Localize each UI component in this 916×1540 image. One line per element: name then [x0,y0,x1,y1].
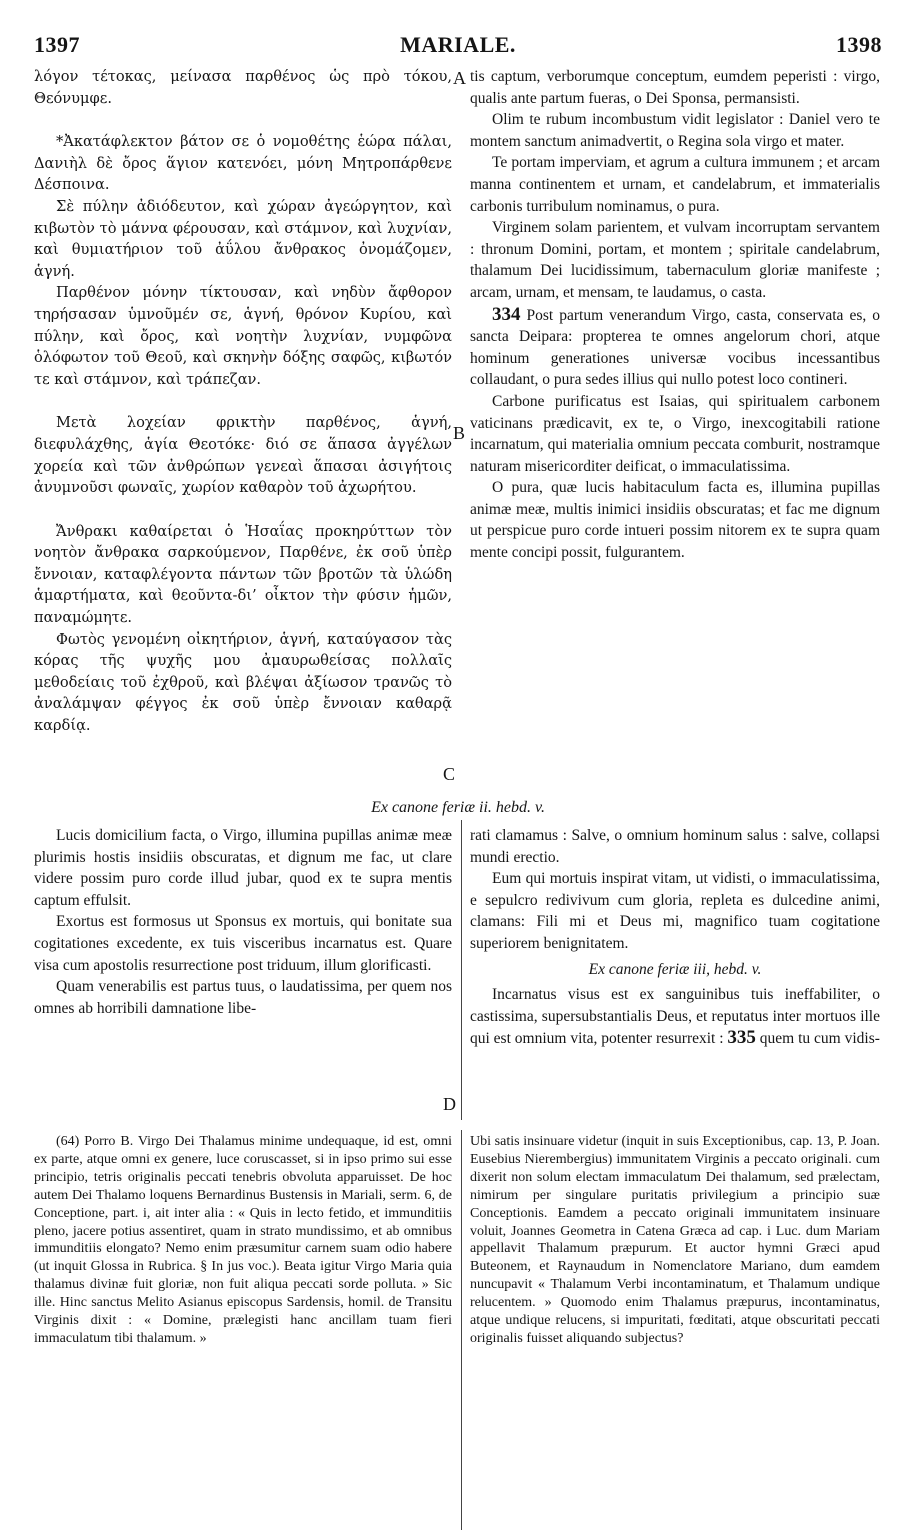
latin-paragraph: Quam venerabilis est partus tuus, o laudatissima, per quem nos omnes ab horribili damnatione libe- [34,978,452,1017]
latin-column-lower-right [470,825,880,1050]
running-title: MARIALE. [400,32,516,57]
section-heading: Ex canone feriæ iii, hebd. v. [588,960,762,978]
greek-paragraph: λόγον τέτοκας, μείνασα παρθένος ὡς πρὸ τόκου, Θεόνυμφε. [34,68,452,107]
latin-paragraph: Carbone purificatus est Isaias, qui spiritualem carbonem vaticinans prædicavit, ex te, o Virgo, inexcogitabili ratione incarnatum, qui materialia omnium peccata comburit, nostramque naturam misericorditer deificat, o immaculatissima. [470,392,880,475]
latin-column [470,66,880,564]
margin-marker-d: D [443,1094,456,1114]
latin-paragraph: Exortus est formosus ut Sponsus ex mortuis, qui bonitate sua cogitationes excedente, ex tuis visceribus incarnatus est. Quare visa cum apostolis resurrectione post triduum, illum glorificasti. [34,913,452,974]
margin-marker-a: A [453,68,466,88]
notes-divider [461,1130,462,1530]
column-divider [461,820,462,1120]
section-number: 334 [492,303,521,325]
margin-marker-b: B [453,423,466,443]
greek-paragraph: Μετὰ λοχείαν φρικτὴν παρθένος, ἁγνή, διεφυλάχθης, ἁγία Θεοτόκε· διό σε ἅπασα ἀγγέλων χορεία καὶ τῶν ἀνθρώπων γενεαὶ ἅπασαι ἀσιγήτοις ἀνυμνοῦσι φωναῖς, χωρίον καθαρὸν τοῦ ἀχωρήτου. [34,414,452,497]
right-page-number: 1398 [836,32,882,57]
margin-marker-c: C [443,764,456,784]
latin-paragraph: Olim te rubum incombustum vidit legislator : Daniel vero te montem sanctum animadvertit, o Regina sola virgo et mater. [470,111,880,150]
latin-paragraph-continuation: quem tu cum vidis- [759,1030,880,1048]
greek-paragraph: Παρθένον μόνην τίκτουσαν, καὶ νηδὺν ἄφθορον τηρήσασαν ὑμνοῦμέν σε, ἁγνή, θρόνον Κυρίου, καὶ πύλην, καὶ ὄρος, καὶ νοητὴν λυχνίαν, νυμφῶνα ὁλόφωτον τοῦ Θεοῦ, καὶ σκηνὴν δόξης σαφῶς, κιβωτόν τε καὶ στάμνον, καὶ τράπεζαν. [34,284,452,388]
section-heading: Ex canone feriæ ii. hebd. v. [371,799,545,816]
latin-paragraph: Te portam imperviam, et agrum a cultura immunem ; et arcam manna continentem et urnam, et candelabrum, et immaterialis carbonis turribulum nominamus, o pura. [470,154,880,215]
latin-paragraph: rati clamamus : Salve, o omnium hominum salus : salve, collapsi mundi erectio. [470,827,880,866]
latin-column-lower-left [34,825,452,1019]
footnote-right [470,1133,880,1348]
greek-paragraph: Φωτὸς γενομένη οἰκητήριον, ἁγνή, καταύγασον τὰς κόρας τῆς ψυχῆς μου ἀμαυρωθείσας πολλαῖς μεθοδείαις τοῦ ἐχθροῦ, καὶ βλέψαι ἀξίωσον τρανῶς τὸ ἀναλάμψαν φέγγος ἐκ σοῦ ὑπὲρ ἔννοιαν καθαρᾷ καρδίᾳ. [34,630,452,735]
latin-paragraph: O pura, quæ lucis habitaculum facta es, illumina pupillas animæ meæ, multis inimici insidiis obscuratas; et fac me dignum ut perspicue puro corde intueri possim nitorem ex te supra quam mente concipi possit, fulgurantem. [470,479,880,562]
latin-paragraph: Lucis domicilium facta, o Virgo, illumina pupillas animæ meæ plurimis hostis insidiis obscuratas, et dignum me fac, ut clare videre possim puro corde illud jubar, quod ex te supra mentis captum effulsit. [34,827,452,909]
footnote-text: (64) Porro B. Virgo Dei Thalamus minime undequaque, id est, omni ex parte, atque omni ex genere, luce coruscasset, si in ipso primo sui esse principio, tetris originalis peccati tenebris obvoluta apparuisset. De hoc autem Dei Thalamo loquens Bernardinus Bustensis in Mariali, serm. 6, de Conceptione, part. i, ait inter alia : « Quis in lecto fetido, et immunditiis pleno, jacere potius assentiret, quam in strato mundissimo, et ab omnibus immunditiis elongato? Nemo enim præsumitur carnem suam odio habere (ut inquit Glossa in Rubrica. § In jus voc.). Beata igitur Virgo Maria quia thalamus divinæ fuit gloriæ, non fuit aliqua peccati sorde polluta. » Sic ille. Hinc sanctus Melito Asianus episcopus Sardensis, homil. de Transitu Virginis dixit : « Domine, prælegisti hanc ancillam tuam fieri immaculatum tibi thalamum. » [34,1134,452,1346]
section-number: 335 [727,1027,756,1049]
left-page-number: 1397 [34,32,80,57]
greek-paragraph: Ἄνθρακι καθαίρεται ὁ Ἡσαΐας προκηρύττων τὸν νοητὸν ἄνθρακα σαρκούμενον, Παρθένε, ἐκ σοῦ ὑπὲρ ἔννοιαν, καταφλέγοντα πάντων τῶν βροτῶν τὰ ὑλώδη ἁμαρτήματα, καὶ θεοῦντα-δι’ οἶκτον τὴν φύσιν ἡμῶν, παναμώμητε. [34,522,452,627]
greek-paragraph: *Ἀκατάφλεκτον βάτον σε ὁ νομοθέτης ἑώρα πάλαι, Δανιὴλ δὲ ὄρος ἅγιον κατενόει, μόνη Μητροπάρθενε Δέσποινα. [34,133,452,194]
latin-paragraph: Virginem solam parientem, et vulvam incorruptam servantem : thronum Domini, portam, et montem ; spiritale candelabrum, thalamum Dei lucidissimum, tabernaculum gloriæ manifeste ; arcam, urnam, et mensam, te laudamus, o casta. [470,219,880,301]
latin-paragraph: Incarnatus visus est ex sanguinibus tuis ineffabiliter, o castissima, supersubstantialis Deus, et reputatus inter mortuos ille qui est omnium vita, potenter resurrexit : [470,986,880,1048]
footnote-text: Ubi satis insinuare videtur (inquit in suis Exceptionibus, cap. 13, P. Joan. Eusebius Nierembergius) immunitatem Virginis a peccato originali. cum dixerit non solum electam immaculatum Dei thalamum, sed prælectam, nimirum per singulare puritatis privilegium a principio suæ Conceptionis. Eamdem a peccato originali immunitatem insinuare voluit, Joannes Geometra in Catena Græca ad cap. i Luc. dum Mariam appellavit Thalamum præpurum. Et auctor hymni Græci apud Buteonem, et Raynaudum in Nomenclatore Mariano, dum eamdem nuncupavit « Thalamum Verbi incontaminatum, et Thalamum undique relucentem. » Quomodo enim Thalamus præpurus, incontaminatus, atque undique relucens, si impuritati, fœditati, atque obscuritati peccati originalis fuisset aliquando subjectus? [470,1134,880,1346]
latin-paragraph: tis captum, verborumque conceptum, eumdem peperisti : virgo, qualis ante partum fueras, o Dei Sponsa, permansisti. [470,68,880,107]
footnote-left [34,1133,452,1348]
greek-paragraph: Σὲ πύλην ἀδιόδευτον, καὶ χώραν ἀγεώργητον, καὶ κιβωτὸν τὸ μάννα φέρουσαν, καὶ στάμνον, καὶ λυχνίαν, καὶ θυμιατήριον τοῦ ἀΰλου ἄνθρακος ὀνομάζομεν, ἁγνή. [34,197,452,280]
greek-column [34,66,452,737]
latin-paragraph: Post partum venerandum Virgo, casta, conservata es, o sancta Deipara: propterea te omnes angelorum chori, atque hominum generationes universæ vocibus incessantibus collaudant, o pura sedes illius qui nullo potest loco contineri. [470,306,880,389]
latin-paragraph: Eum qui mortuis inspirat vitam, ut vidisti, o immaculatissima, e sepulcro redivivum cum gloria, repleta es dulcedine animi, clamans: Fili mi et Deus mi, magnifico tuam cogitatione superiorem benignitatem. [470,870,880,952]
